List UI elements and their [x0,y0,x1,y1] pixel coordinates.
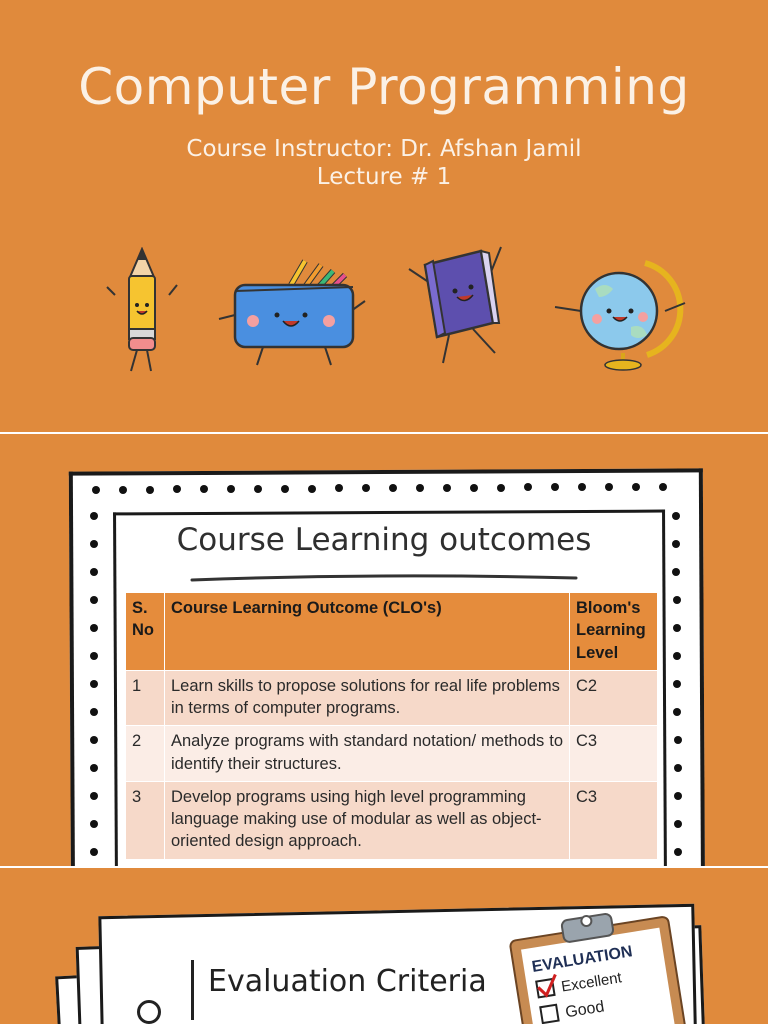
cell-outcome: Analyze programs with standard notation/ methods to identify their structures. [165,726,570,782]
cell-sno: 2 [126,726,165,782]
slide-evaluation [0,868,768,1024]
lecture-number: Lecture # 1 [316,164,452,190]
evaluation-title: Evaluation Criteria [208,964,487,999]
evaluation-clipboard-icon [508,908,688,1024]
bullet-circle [137,1000,161,1024]
title-underline [190,572,580,584]
globe-character-icon [547,253,697,375]
book-character-icon [399,237,514,372]
header-level: Bloom's Learning Level [570,593,658,671]
cell-sno: 1 [126,670,165,726]
badge-item-excellent: Excellent [560,969,623,996]
cell-level: C3 [570,781,658,859]
table-row [126,726,658,782]
pencil-character-icon [103,247,183,377]
cell-level: C2 [570,670,658,726]
cell-outcome: Develop programs using high level programming language making use of modular as well as object-oriented design approach. [165,781,570,859]
cell-outcome: Learn skills to propose solutions for real life problems in terms of computer programs. [165,670,570,726]
header-outcome: Course Learning Outcome (CLO's) [165,593,570,671]
slide-title [0,0,768,432]
slide-title-heading: Computer Programming [78,58,690,116]
title-bar [191,960,194,1020]
cell-sno: 3 [126,781,165,859]
clo-table [125,592,658,860]
slide-learning-outcomes [0,434,768,866]
instructor-line: Course Instructor: Dr. Afshan Jamil [186,136,582,162]
cell-level: C3 [570,726,658,782]
character-illustrations [95,235,695,385]
badge-item-good: Good [564,998,606,1022]
table-row [126,781,658,859]
table-header-row [126,593,658,671]
table-row [126,670,658,726]
header-sno: S. No [126,593,165,671]
clo-title: Course Learning outcomes [176,522,592,558]
pencil-case-character-icon [213,255,373,370]
badge-heading: EVALUATION [530,943,634,976]
